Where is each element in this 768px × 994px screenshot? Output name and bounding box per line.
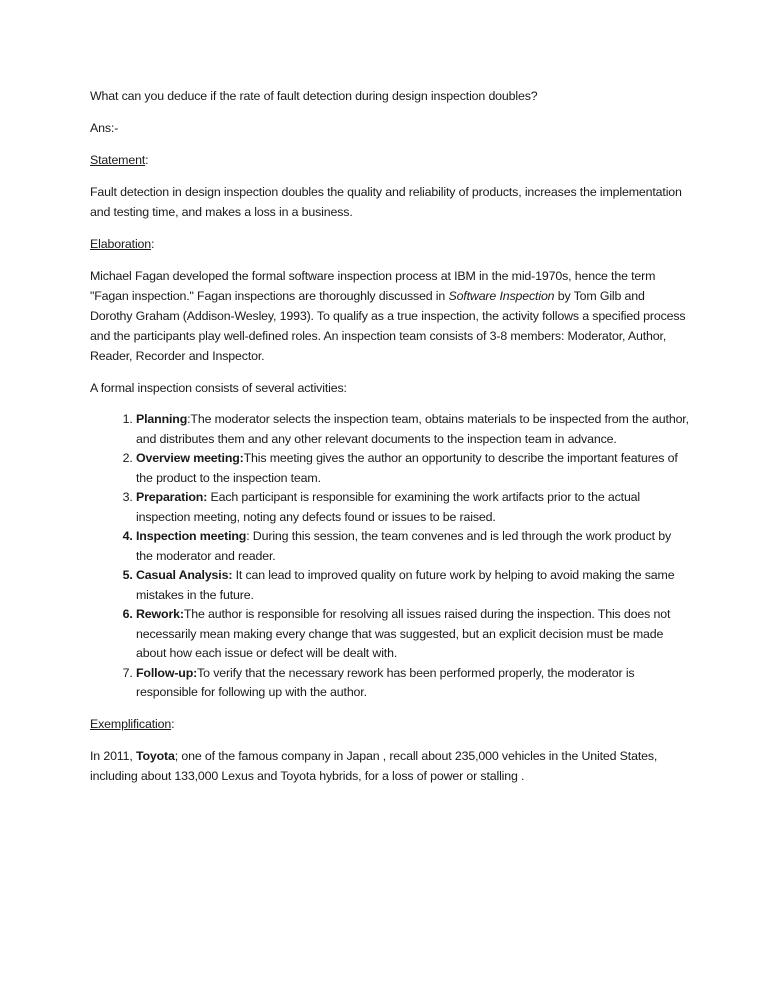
activity-term: Casual Analysis: — [136, 568, 233, 582]
exemplification-text-part2: ; one of the famous company in Japan , recall about 235,000 vehicles in the United States, including about 133,000 Lexus and Toyota hybrids, for a loss of power or stalling . — [90, 748, 658, 783]
statement-paragraph: Fault detection in design inspection doubles the quality and reliability of products, increases the implementation and testing time, and makes a loss in a business. — [90, 185, 682, 219]
activity-desc: :The moderator selects the inspection team, obtains materials to be inspected from the author, and distributes them and any other relevant documents to the inspection team in advance. — [136, 412, 689, 446]
question-text: What can you deduce if the rate of fault detection during design inspection doubles? — [90, 89, 538, 103]
activity-term: Overview meeting: — [136, 451, 244, 465]
activities-intro: A formal inspection consists of several activities: — [90, 381, 347, 395]
activity-term: Inspection meeting — [136, 529, 247, 543]
statement-heading-text: Statement — [90, 153, 146, 167]
elaboration-paragraph — [90, 266, 690, 366]
activities-list — [90, 410, 690, 703]
list-item-rework — [136, 605, 690, 664]
activity-desc: Each participant is responsible for examining the work artifacts prior to the actual inspection meeting, noting any defects found or issues to be raised. — [136, 490, 641, 524]
activity-desc: This meeting gives the author an opportunity to describe the important features of the product to the inspection team. — [136, 451, 678, 485]
ans-label: Ans:- — [90, 121, 119, 135]
activity-desc: To verify that the necessary rework has been performed properly, the moderator is responsible for following up with the author. — [136, 665, 635, 699]
elaboration-colon: : — [151, 237, 155, 251]
elaboration-heading-text: Elaboration — [90, 237, 152, 251]
elaboration-heading — [90, 234, 690, 254]
exemplification-colon: : — [171, 716, 175, 731]
statement-colon: : — [145, 153, 149, 167]
list-item-inspection-meeting — [136, 527, 690, 566]
list-item-preparation — [136, 488, 690, 527]
company-name: Toyota — [135, 748, 175, 763]
exemplification-heading — [90, 714, 690, 734]
exemplification-heading-text: Exemplification — [90, 716, 172, 731]
list-item-casual-analysis — [136, 566, 690, 605]
document-body — [90, 86, 690, 798]
elaboration-text-part1: Michael Fagan developed the formal software inspection process at IBM in the mid-1970s, hence the term "Fagan inspection." Fagan inspections are thoroughly discussed in — [90, 269, 656, 303]
list-item-planning — [136, 410, 690, 449]
exemplification-text-part1: In 2011, — [90, 748, 136, 763]
activity-term: Planning — [136, 412, 188, 426]
statement-heading — [90, 150, 690, 170]
exemplification-paragraph — [90, 746, 690, 786]
list-item-follow-up — [136, 664, 690, 703]
elaboration-text-part2: by Tom Gilb and Dorothy Graham (Addison-Wesley, 1993). To qualify as a true inspection, the activity follows a specified process and the participants play well-defined roles. An inspection team consists of 3-8 members: Moderator, Author, Reader, Recorder and Inspector. — [90, 289, 686, 363]
book-title: Software Inspection — [448, 289, 555, 303]
activity-desc: The author is responsible for resolving all issues raised during the inspection. This does not necessarily mean making every change that was suggested, but an explicit decision must be made about how each issue or defect will be dealt with. — [136, 607, 671, 660]
activity-desc: It can lead to improved quality on future work by helping to avoid making the same mistakes in the future. — [136, 568, 675, 602]
activity-desc: : During this session, the team convenes and is led through the work product by the moderator and reader. — [136, 529, 672, 563]
list-item-overview-meeting — [136, 449, 690, 488]
activity-term: Rework: — [136, 607, 184, 621]
activity-term: Preparation: — [136, 490, 208, 504]
activity-term: Follow-up: — [136, 665, 198, 680]
